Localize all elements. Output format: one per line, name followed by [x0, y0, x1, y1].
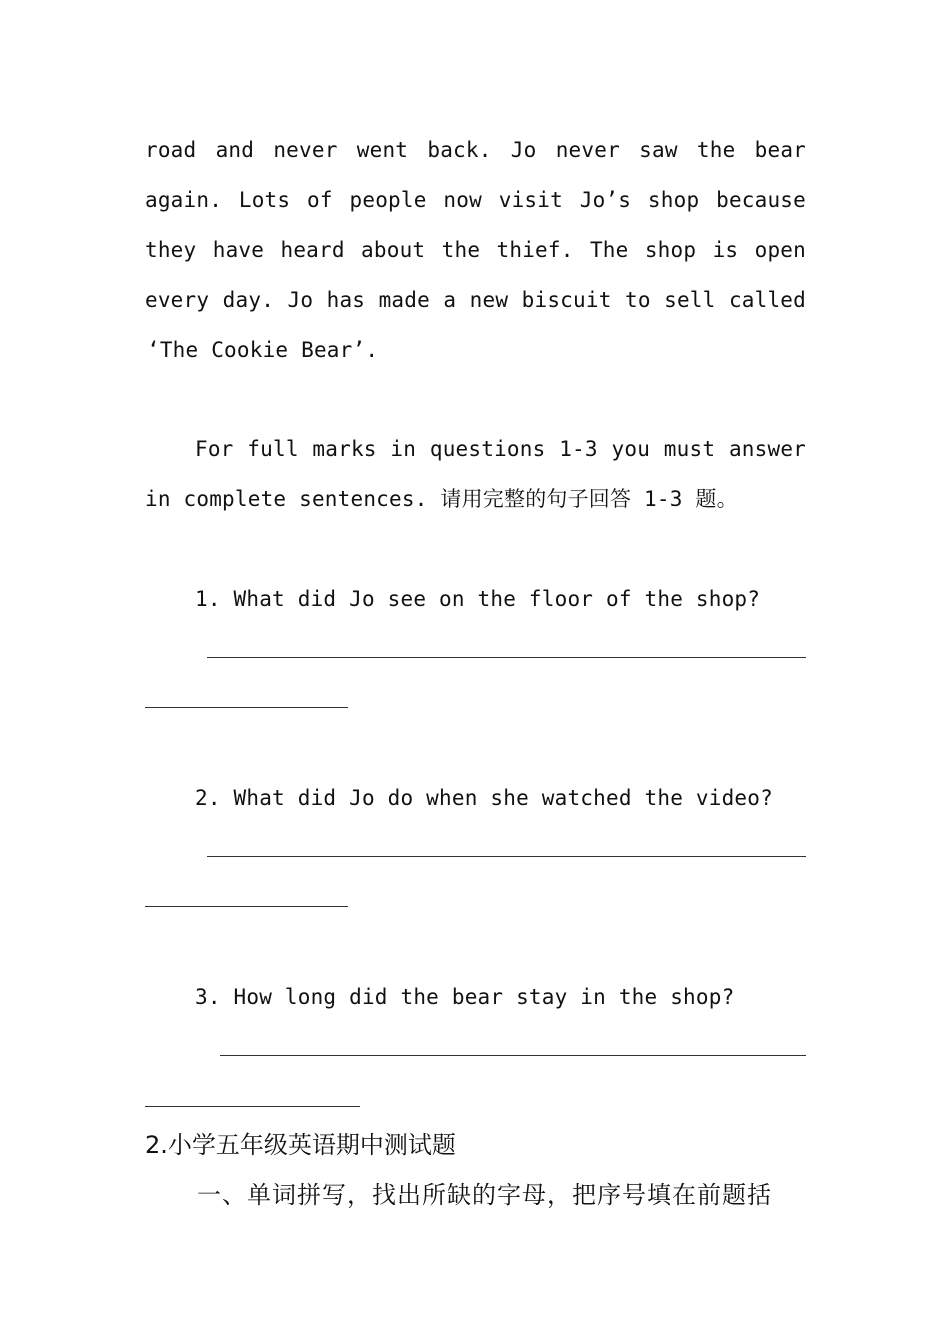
question-3: 3. How long did the bear stay in the shop?	[195, 985, 735, 1009]
section-title: 2.小学五年级英语期中测试题	[145, 1131, 456, 1159]
answer-line-2b[interactable]	[145, 906, 348, 907]
answer-line-1a[interactable]	[207, 657, 806, 658]
answer-line-3b[interactable]	[145, 1106, 360, 1107]
section-subtitle: 一、单词拼写，找出所缺的字母，把序号填在前题括	[197, 1181, 772, 1209]
answer-line-1b[interactable]	[145, 707, 348, 708]
question-2: 2. What did Jo do when she watched the video?	[195, 786, 773, 810]
passage-line-1: road and never went back. Jo never saw the bear	[145, 138, 806, 162]
passage-line-3: they have heard about the thief. The shop is open	[145, 238, 806, 262]
instruction-line-1: For full marks in questions 1-3 you must answer	[195, 437, 806, 461]
passage-line-4: every day. Jo has made a new biscuit to sell called	[145, 288, 806, 312]
instruction-line-2: in complete sentences. 请用完整的句子回答 1-3 题。	[145, 487, 738, 511]
answer-line-3a[interactable]	[220, 1055, 806, 1056]
passage-line-5: ‘The Cookie Bear’.	[147, 338, 379, 362]
answer-line-2a[interactable]	[207, 856, 806, 857]
question-1: 1. What did Jo see on the floor of the shop?	[195, 587, 761, 611]
passage-line-2: again. Lots of people now visit Jo’s shop because	[145, 188, 806, 212]
